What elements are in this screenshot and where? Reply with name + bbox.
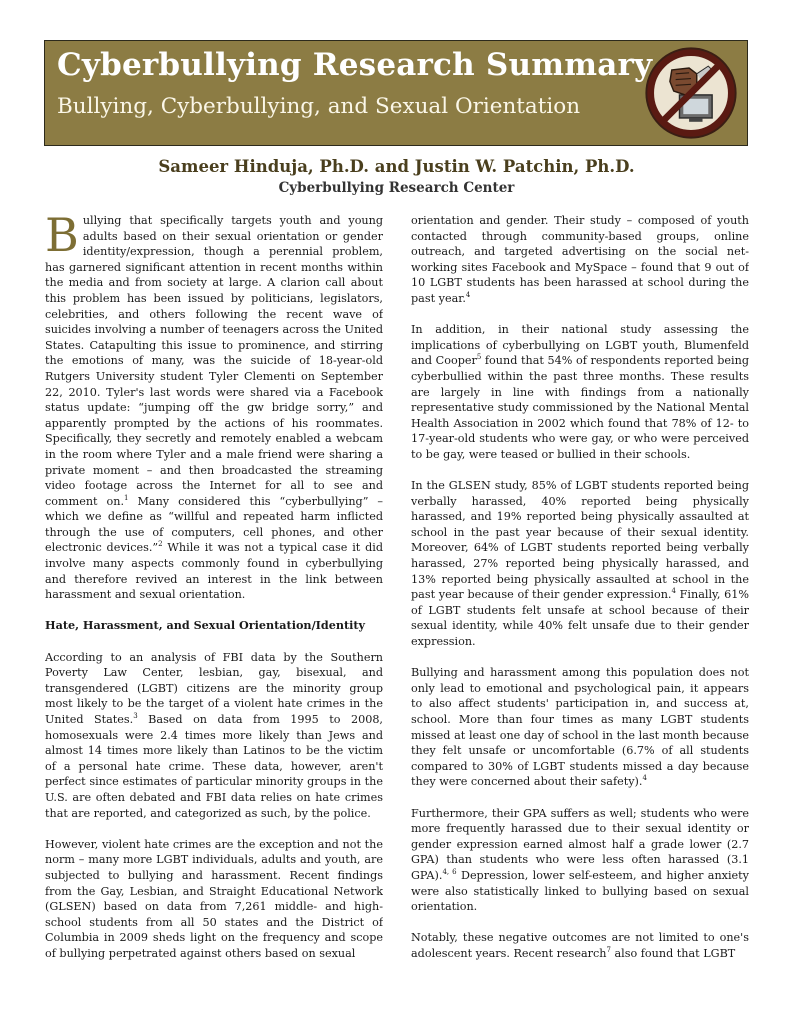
paragraph: Furthermore, their GPA suffers as well; students who were more frequently harassed due to their sexual identity or gender expression earned almost half a grade lower (2.7 GPA) than students who were less often harassed (3.1 GPA).$^{4, 6}$ Depression, lower self-esteem, and higher anxiety were also statistically linked to bullying based on sexual orientation. [411, 806, 749, 914]
header-banner [44, 40, 748, 146]
authors-line: Sameer Hinduja, Ph.D. and Justin W. Patchin, Ph.D. [158, 157, 635, 176]
footnote-ref: 4, 6 [442, 867, 457, 876]
paragraph: orientation and gender. Their study – composed of youth contacted through community-based groups, online outreach, and targeted advertising on the social net-working sites Facebook and MySpace – found that 9 out of 10 LGBT students has been harassed at school during the past year.$^4$ [411, 214, 749, 305]
paragraph: In addition, in their national study assessing the implications of cyberbullying on LGBT youth, Blumenfeld and Cooper$^5$ found that 54% of respondents reported being cyberbullied within the past three months. These results are largely in line with findings from a nationally representative study commissioned by the National Mental Health Association in 2002 which found that 78% of 12- to 17-year-old students who were gay, or who were perceived to be gay, were teased or bullied in their schools. [411, 323, 749, 461]
footnote-ref: 1 [124, 493, 129, 502]
footnote-ref: 5 [476, 353, 482, 362]
organization-line: Cyberbullying Research Center [278, 180, 515, 196]
right-column [411, 213, 749, 1013]
footnote-ref: 4 [465, 290, 471, 299]
document-title: Cyberbullying Research Summary [57, 47, 653, 83]
footnote-ref: 4 [642, 774, 647, 783]
paragraph: In the GLSEN study, 85% of LGBT students reported being verbally harassed, 40% reported being physically harassed, and 19% reported being physically assaulted at school in the past year because of their sexual identity. Moreover, 64% of LGBT students reported being verbally harassed, 27% reported being physically harassed, and 13% reported being physically assaulted at school in the past year because of their gender expression.$^4$ Finally, 61% of LGBT students felt unsafe at school because of their sexual identity, while 40% felt unsafe due to their gender expression. [411, 479, 749, 649]
footnote-ref: 2 [158, 540, 163, 549]
intro-paragraph: Bullying that specifically targets youth and young adults based on their sexual orientation or gender identity/expression, though a perennial problem, has garnered significant attention in recent months within the media and from society at large. A clarion call about this problem has been issued by politicians, legislators, celebrities, and others following the recent wave of suicides involving a number of teenagers across the United States. Catapulting this issue to prominence, and stirring the emotions of many, was the suicide of 18-year-old Rutgers University student Tyler Clementi on September 22, 2010. Tyler's last words were shared via a Facebook status update: “jumping off the gw bridge sorry,” and apparently prompted by the actions of his roommates. Specifically, they secretly and remotely enabled a webcam in the room where Tyler and a male friend were sharing a private moment – and then broadcasted the streaming video footage across the Internet for all to see and comment on.$^1$ Many considered this “cyberbullying” – which we define as “willful and repeated harm inflicted through the use of computers, cell phones, and other electronic devices.”$^2$ While it was not a typical case it did involve many aspects commonly found in cyberbullying and therefore revived an interest in the link between harassment and sexual orientation. [45, 213, 383, 602]
footnote-ref: 3 [133, 712, 138, 720]
left-column [45, 213, 383, 1013]
paragraph: However, violent hate crimes are the exception and not the norm – many more LGBT individuals, adults and youth, are subjected to bullying and harassment. Recent findings from the Gay, Lesbian, and Straight Educational Network (GLSEN) based on data from 7,261 middle- and high-school students from all 50 states and the District of Columbia in 2009 sheds light on the frequency and scope of bullying perpetrated against others based on sexual [45, 837, 383, 960]
cyberbullying-prohibited-logo-icon [643, 45, 739, 141]
footnote-ref: 4 [671, 587, 676, 596]
paragraph: Notably, these negative outcomes are not limited to one's adolescent years. Recent research$^7$ also found that LGBT [411, 931, 749, 960]
paragraph: According to an analysis of FBI data by the Southern Poverty Law Center, lesbian, gay, bisexual, and transgendered (LGBT) citizens are the minority group most likely to be the target of a violent hate crimes in the United States.$^3$ Based on data from 1995 to 2008, homosexuals were 2.4 times more likely than Jews and almost 14 times more likely than Latinos to be the victim of a personal hate crime. These data, however, aren't perfect since estimates of particular minority groups in the U.S. are often debated and FBI data relies on hate crimes that are reported, and categorized as such, by the police. [45, 650, 383, 820]
section-heading: Hate, Harassment, and Sexual Orientation/Identity [45, 618, 366, 633]
paragraph: Bullying and harassment among this population does not only lead to emotional and psychological pain, it appears to also affect students' participation in, and success at, school. More than four times as many LGBT students missed at least one day of school in the last month because they felt unsafe or uncomfortable (6.7% of all students compared to 30% of LGBT students missed a day because they were concerned about their safety).$^4$ [411, 666, 749, 789]
drop-cap: B [45, 213, 79, 262]
footnote-ref: 7 [606, 945, 611, 954]
document-subtitle: Bullying, Cyberbullying, and Sexual Orientation [57, 94, 581, 119]
